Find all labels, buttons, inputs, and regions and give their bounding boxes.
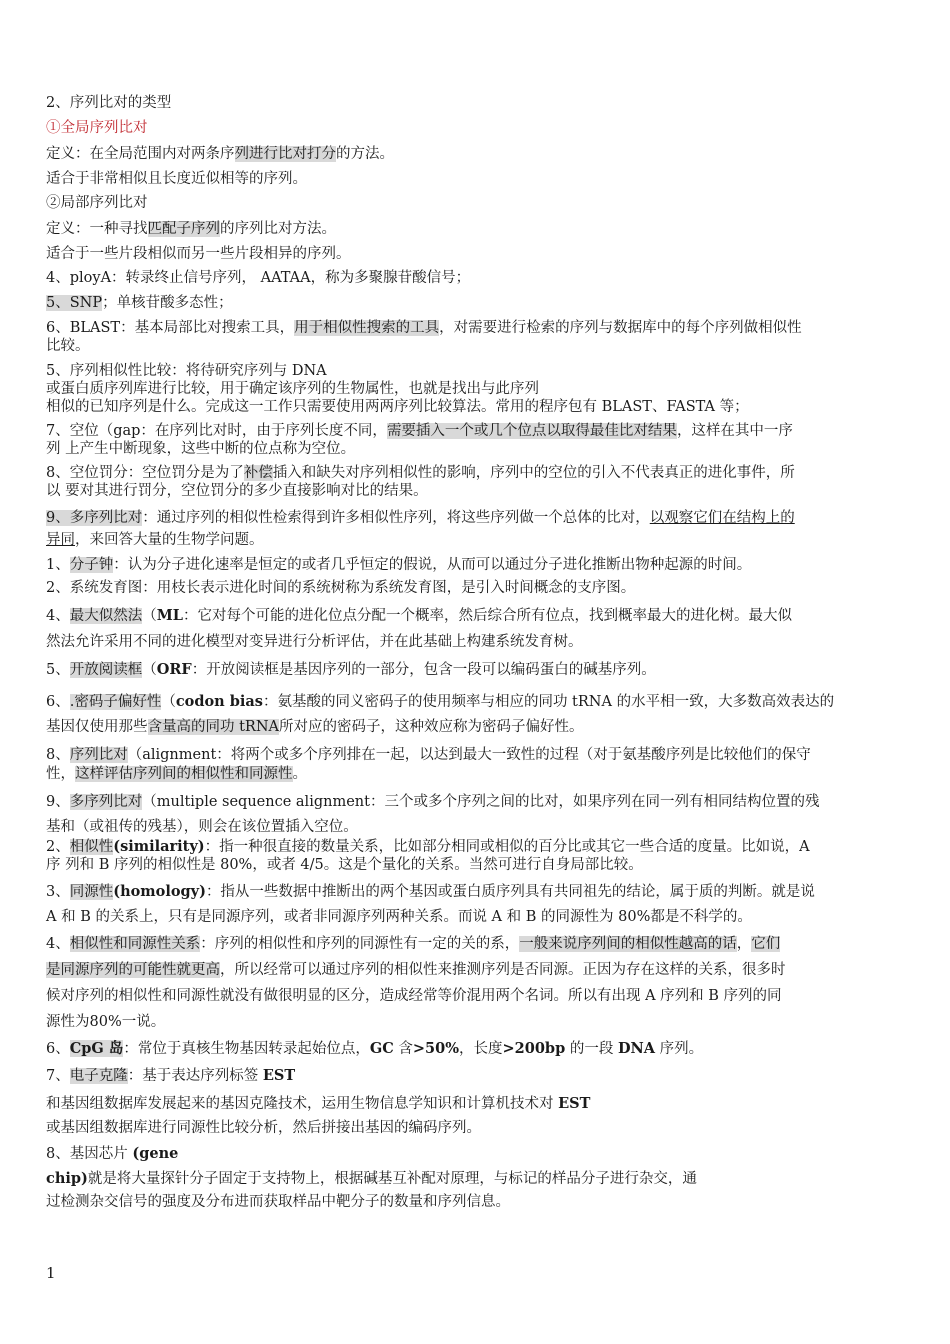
text-line [46, 935, 780, 954]
text-run-hl: 相似性 [69, 839, 114, 855]
text-run: ：开放阅读框是基因序列的一部分，包含一段可以编码蛋白的碱基序列。 [191, 662, 656, 678]
text-run-b: EST [262, 1067, 296, 1084]
text-run: 定义：在全局范围内对两条序 [46, 146, 235, 162]
text-run: 插入和缺失对序列相似性的影响，序列中的空位的引入不代表真正的进化事件，所 [272, 465, 795, 481]
text-run: 2、序列比对的类型 [46, 95, 172, 111]
text-run: 4、 [46, 608, 70, 624]
text-run: 5、 [46, 662, 70, 678]
text-run-hl: 补偿 [243, 465, 273, 481]
text-run-b: (homology) [113, 883, 206, 900]
page-number: 1 [46, 1264, 56, 1282]
text-line [46, 269, 470, 288]
text-line [46, 1013, 165, 1032]
text-run-b: >50% [412, 1040, 460, 1057]
text-line [46, 145, 394, 164]
text-run: 。 [292, 766, 307, 782]
text-run: ：基于表达序列标签 [127, 1068, 263, 1084]
text-run: 7、空位（gap：在序列比对时，由于序列长度不同， [46, 423, 387, 439]
text-line [46, 633, 583, 652]
text-run: （ [142, 608, 157, 624]
text-line [46, 294, 233, 313]
text-line [46, 793, 819, 812]
text-line [46, 1066, 295, 1086]
text-run: 基因仅使用那些 [46, 719, 148, 735]
text-line [46, 746, 811, 765]
text-run-u: 以观察它们在结构上的 [649, 510, 795, 526]
text-run-hl: 分子钟 [69, 557, 114, 573]
text-line [46, 987, 782, 1006]
text-run: 6、 [46, 1041, 70, 1057]
text-run: ②局部序列比对 [46, 195, 148, 211]
text-line [46, 194, 148, 213]
text-run: 所对应的密码子，这种效应称为密码子偏好性。 [279, 719, 584, 735]
text-run: 6、 [46, 694, 70, 710]
text-line [46, 119, 148, 138]
text-line [46, 220, 336, 239]
text-run: 5、序列相似性比较：将待研究序列与 DNA [46, 363, 327, 379]
text-line [46, 908, 752, 927]
text-run: 9、 [46, 794, 70, 810]
text-run: 8、 [46, 747, 70, 763]
text-line [46, 837, 810, 857]
text-run: 就是将大量探针分子固定于支持物上，根据碱基互补配对原理，与标记的样品分子进行杂交，通 [87, 1171, 697, 1187]
text-run: ：通过序列的相似性检索得到许多相似性序列，将这些序列做一个总体的比对， [142, 510, 650, 526]
text-line [46, 1039, 703, 1059]
text-line [46, 818, 358, 837]
text-run-hl: 需要插入一个或几个位点以取得最佳比对结果 [386, 423, 677, 439]
text-run: 基和（或祖传的残基），则会在该位置插入空位。 [46, 819, 358, 835]
text-run: ：常位于真核生物基因转录起始位点， [123, 1041, 370, 1057]
text-run-u: 异同 [46, 532, 75, 548]
text-run-hl: 含量高的同功 tRNA [147, 719, 280, 735]
text-line [46, 765, 307, 784]
text-run: 适合于非常相似且长度近似相等的序列。 [46, 171, 307, 187]
text-run-hl: 电子克隆 [69, 1068, 128, 1084]
text-run-b: ORF [156, 661, 192, 678]
text-run: 8、空位罚分：空位罚分是为了 [46, 465, 244, 481]
text-line [46, 398, 749, 417]
text-run-hl: 它们 [751, 936, 781, 952]
text-run: 定义：一种寻找 [46, 221, 148, 237]
text-run-hl: 序列比对 [69, 747, 128, 763]
text-line [46, 464, 795, 483]
text-line [46, 856, 643, 875]
text-run: 列 上产生中断现象，这些中断的位点称为空位。 [46, 441, 356, 457]
text-run: 比较。 [46, 338, 90, 354]
text-line [46, 556, 751, 575]
text-line [46, 170, 307, 189]
text-line [46, 660, 656, 680]
text-run-b: codon bias [175, 693, 263, 710]
text-run-red: ①全局序列比对 [46, 120, 148, 136]
text-run: 性， [46, 766, 75, 782]
text-run: ，长度 [459, 1041, 503, 1057]
text-line [46, 380, 539, 399]
text-line [46, 509, 795, 528]
text-run-hl: 9、多序列比对 [46, 510, 143, 526]
text-run-b: chip) [46, 1170, 88, 1187]
text-run: （alignment：将两个或多个序列排在一起，以达到最大一致性的过程（对于氨基酸序列是比较他们的保守 [127, 747, 811, 763]
text-line [46, 94, 171, 113]
text-run: 序列。 [655, 1041, 704, 1057]
text-run-b: GC [369, 1040, 394, 1057]
text-line [46, 579, 635, 598]
text-run-hl: 多序列比对 [69, 794, 143, 810]
text-run-hl: 开放阅读框 [69, 662, 143, 678]
text-run: ，来回答大量的生物学问题。 [75, 532, 264, 548]
text-run: 然法允许采用不同的进化模型对变异进行分析评估，并在此基础上构建系统发育树。 [46, 634, 583, 650]
text-run-hl: 匹配子序列 [147, 221, 220, 237]
text-run: （ [142, 662, 157, 678]
text-run-hl: 5、SNP [46, 295, 103, 311]
text-run: 候对序列的相似性和同源性就没有做很明显的区分，造成经常等价混用两个名词。所以有出现 A 序列和 B 序列的同 [46, 988, 782, 1004]
text-run-hl: 一般来说序列间的相似性越高的话 [519, 936, 737, 952]
text-run-hl: 同源性 [69, 884, 114, 900]
text-line [46, 1193, 510, 1212]
text-run: ：认为分子进化速率是恒定的或者几乎恒定的假说，从而可以通过分子进化推断出物种起源的时间。 [113, 557, 752, 573]
text-run-b: (similarity) [113, 838, 205, 855]
text-run: 的一段 [565, 1041, 618, 1057]
text-run-b: EST [558, 1095, 591, 1112]
text-run: 的序列比对方法。 [220, 221, 336, 237]
text-run: 2、 [46, 839, 70, 855]
text-line [46, 422, 793, 441]
text-run: ，对需要进行检索的序列与数据库中的每个序列做相似性 [439, 320, 802, 336]
text-line [46, 362, 327, 381]
text-run: 过检测杂交信号的强度及分布进而获取样品中靶分子的数量和序列信息。 [46, 1194, 510, 1210]
text-run: （multiple sequence alignment：三个或多个序列之间的比对，如果序列在同一列有相同结构位置的残 [142, 794, 820, 810]
text-line [46, 1119, 481, 1138]
text-run-hl: 是同源序列的可能性就更高 [46, 962, 220, 978]
text-run-hl: 列进行比对打分 [234, 146, 336, 162]
text-run: ：序列的相似性和序列的同源性有一定的关的系， [200, 936, 520, 952]
text-run: 序 列和 B 序列的相似性是 80%，或者 4/5。这是个量化的关系。当然可进行自身局部比较。 [46, 857, 643, 873]
text-line [46, 337, 90, 356]
text-run-b: ML [156, 607, 183, 624]
text-line [46, 531, 264, 550]
text-line [46, 692, 834, 712]
text-run: 或蛋白质序列库进行比较，用于确定该序列的生物属性，也就是找出与此序列 [46, 381, 539, 397]
text-line [46, 1169, 697, 1189]
text-run-hl: .密码子偏好性 [69, 694, 162, 710]
text-run: 以 要对其进行罚分，空位罚分的多少直接影响对比的结果。 [46, 483, 428, 499]
text-run: ：指从一些数据中推断出的两个基因或蛋白质序列具有共同祖先的结论，属于质的判断。就是说 [205, 884, 815, 900]
text-line [46, 1144, 178, 1164]
text-run: A 和 B 的关系上，只有是同源序列，或者非同源序列两种关系。而说 A 和 B 的同源性为 80%都是不科学的。 [46, 909, 752, 925]
text-run-hl-b: CpG 岛 [69, 1040, 124, 1057]
text-run-b: >200bp [502, 1040, 566, 1057]
text-run-hl: 这样评估序列间的相似性和同源性 [75, 766, 293, 782]
text-run: 4、ployA：转录终止信号序列， AATAA，称为多聚腺苷酸信号； [46, 270, 471, 286]
text-run-hl: 最大似然法 [69, 608, 143, 624]
text-line [46, 440, 355, 459]
text-run: ，这样在其中一序 [676, 423, 793, 439]
text-line [46, 1094, 590, 1114]
text-run: ：氨基酸的同义密码子的使用频率与相应的同功 tRNA 的水平相一致，大多数高效表达的 [262, 694, 835, 710]
text-run: 和基因组数据库发展起来的基因克隆技术，运用生物信息学知识和计算机技术对 [46, 1096, 559, 1112]
text-run: 4、 [46, 936, 70, 952]
text-run: 3、 [46, 884, 70, 900]
text-run: 2、系统发育图：用枝长表示进化时间的系统树称为系统发育图，是引入时间概念的支序图。 [46, 580, 636, 596]
text-run: 含 [393, 1041, 413, 1057]
text-run: 1、 [46, 557, 70, 573]
text-line [46, 245, 351, 264]
text-run: 或基因组数据库进行同源性比较分析，然后拼接出基因的编码序列。 [46, 1120, 481, 1136]
text-run: ；单核苷酸多态性； [102, 295, 233, 311]
text-run-hl: 相似性和同源性关系 [69, 936, 201, 952]
text-line [46, 606, 792, 626]
text-run: 相似的已知序列是什么。完成这一工作只需要使用两两序列比较算法。常用的程序包有 BLAST、FASTA 等； [46, 399, 749, 415]
text-run: 8、基因芯片 [46, 1146, 133, 1162]
text-run: 的方法。 [336, 146, 394, 162]
text-run-hl: 用于相似性搜索的工具 [294, 320, 440, 336]
text-line [46, 482, 428, 501]
text-run: ，所以经常可以通过序列的相似性来推测序列是否同源。正因为存在这样的关系，很多时 [220, 962, 786, 978]
text-line [46, 319, 802, 338]
text-line [46, 961, 786, 980]
text-line [46, 718, 584, 737]
text-run: ：它对每个可能的进化位点分配一个概率，然后综合所有位点，找到概率最大的进化树。最大似 [182, 608, 792, 624]
text-run: ， [736, 936, 752, 952]
text-run: 源性为80%一说。 [46, 1014, 166, 1030]
text-run: ：指一种很直接的数量关系，比如部分相同或相似的百分比或其它一些合适的度量。比如说，A [204, 839, 810, 855]
text-run-b: (gene [132, 1145, 179, 1162]
text-run: （ [161, 694, 176, 710]
text-run: 适合于一些片段相似而另一些片段相异的序列。 [46, 246, 351, 262]
text-run-b: DNA [617, 1040, 656, 1057]
text-line [46, 882, 815, 902]
text-run: 6、BLAST：基本局部比对搜索工具， [46, 320, 295, 336]
text-run: 7、 [46, 1068, 70, 1084]
